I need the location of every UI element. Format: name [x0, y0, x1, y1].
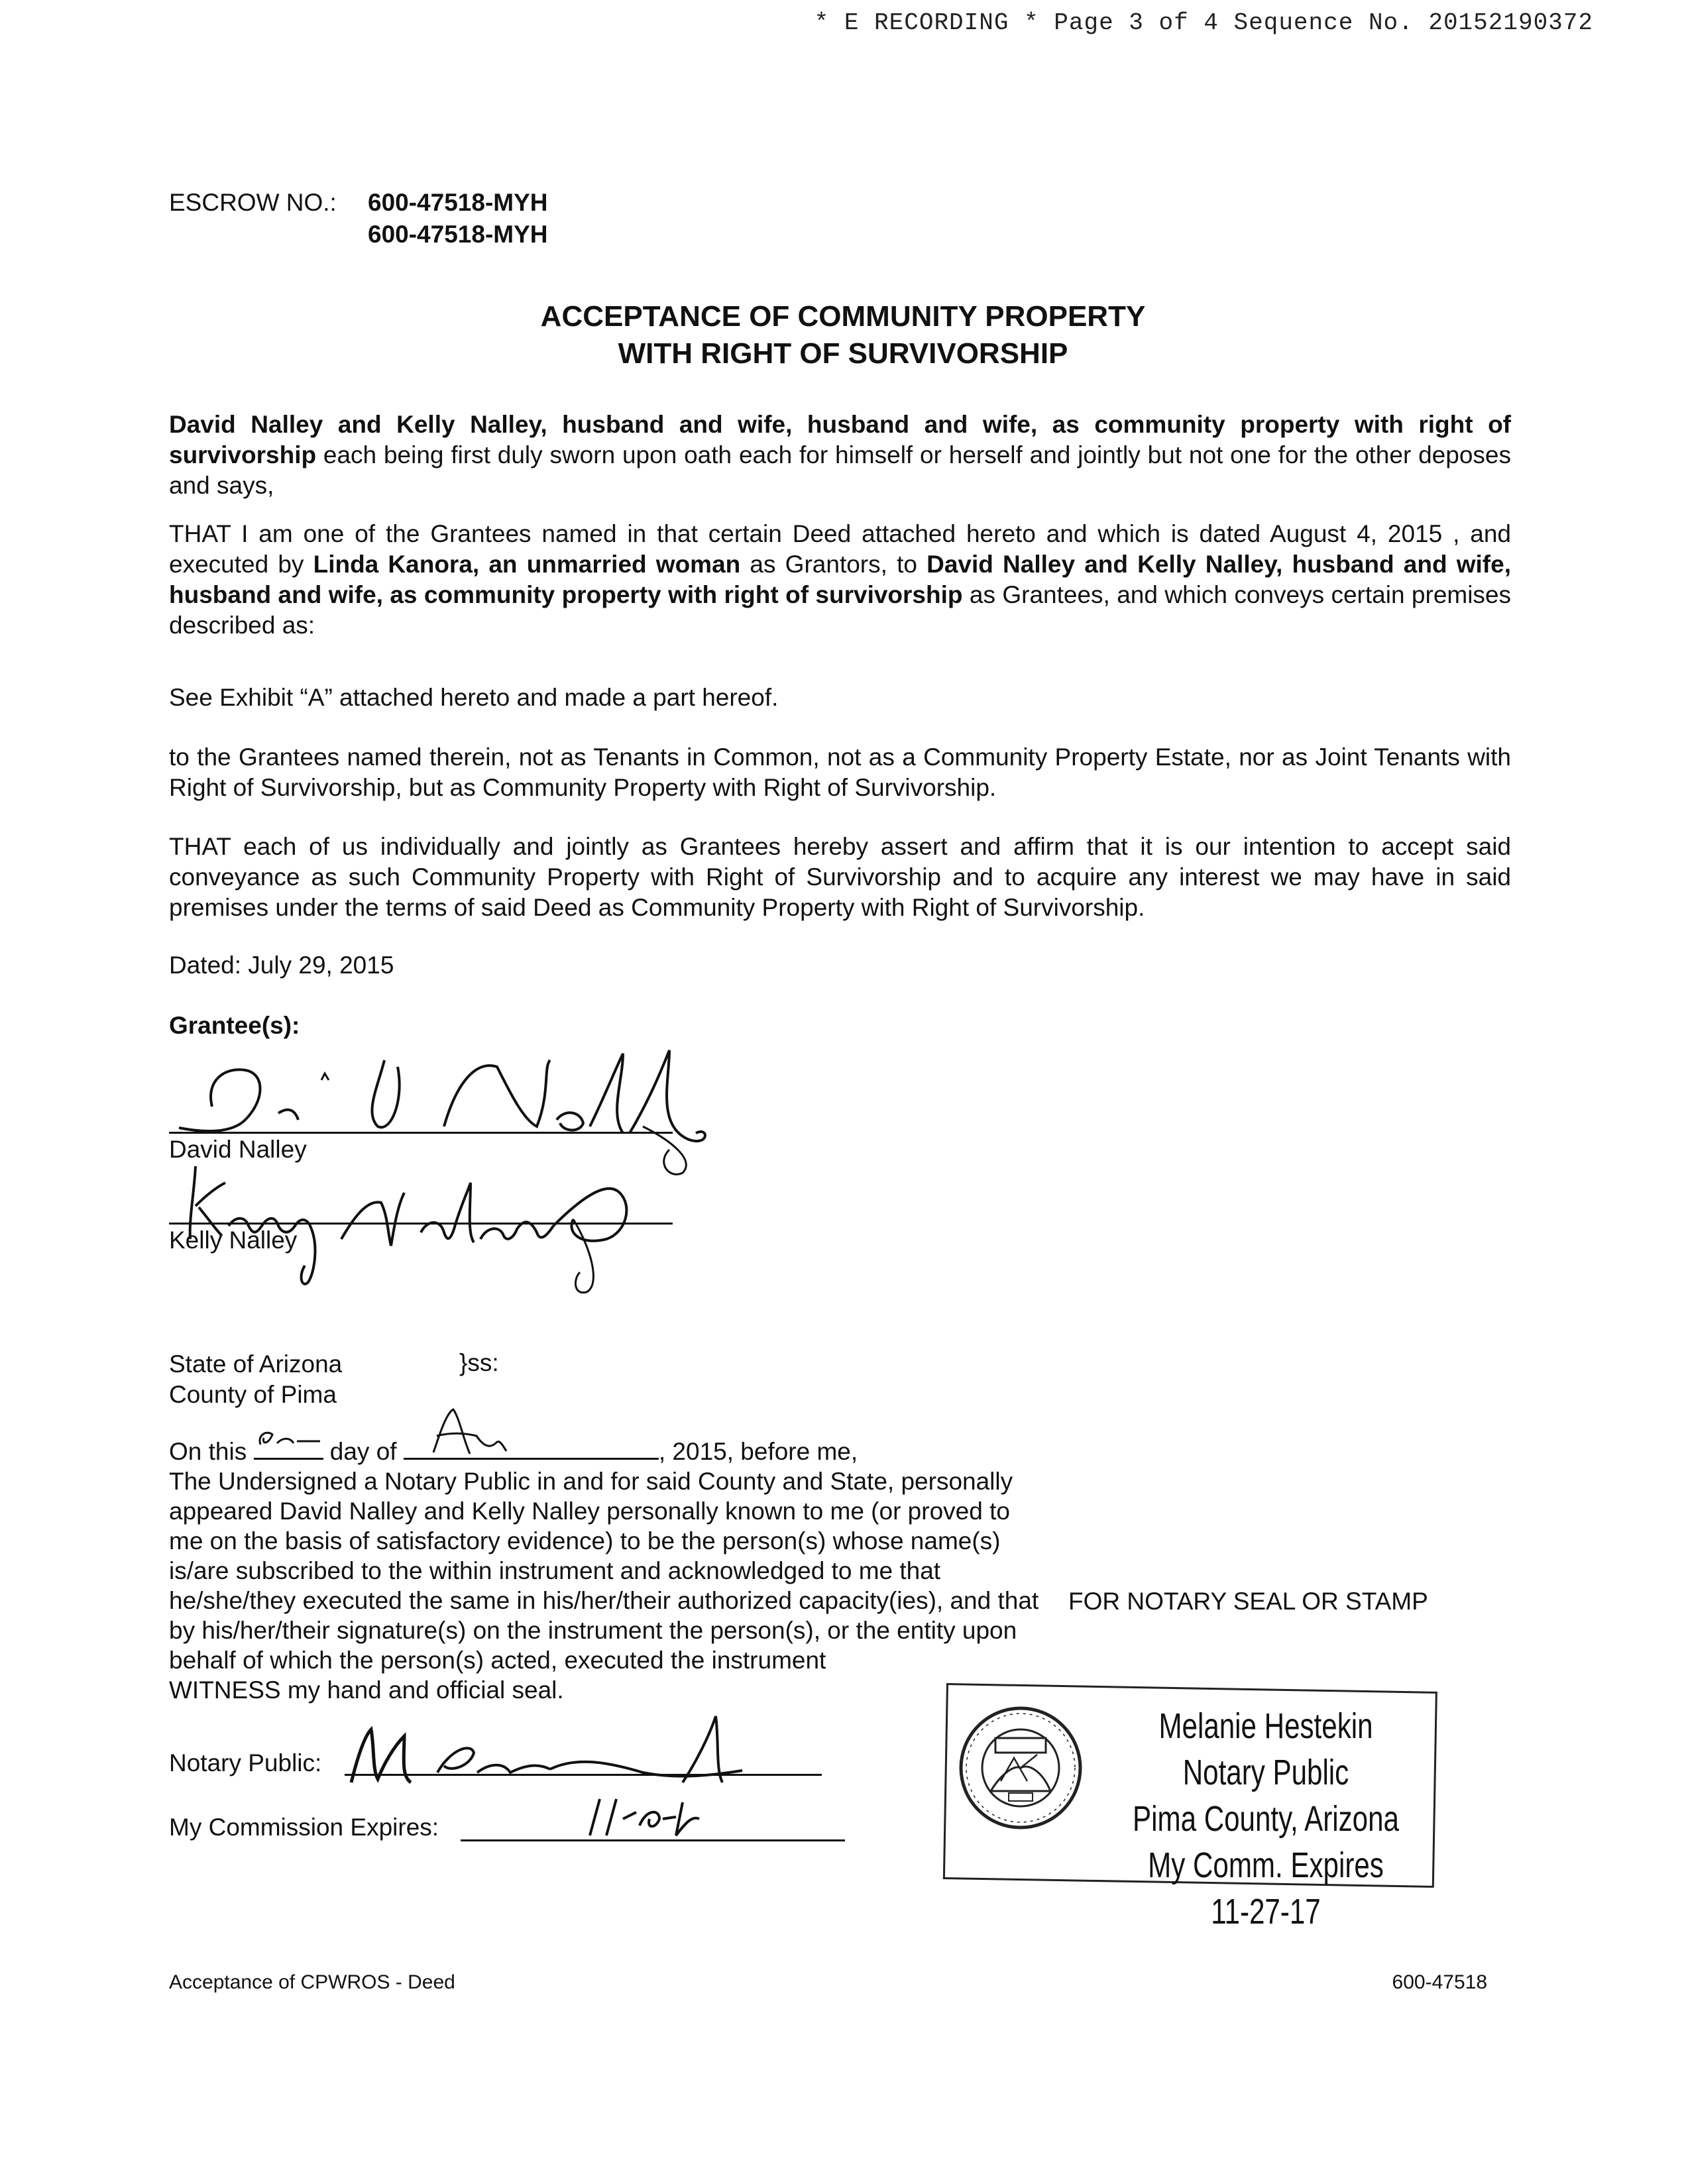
- notary-acknowledgment: [169, 1437, 1044, 1705]
- footer-document-name: Acceptance of CPWROS - Deed: [169, 1971, 455, 1993]
- venue-ss: }ss:: [459, 1349, 499, 1376]
- signer-name-2: Kelly Nalley: [169, 1227, 298, 1254]
- notary-stamp-text: [1126, 1703, 1405, 1935]
- signature-line-1: [169, 1132, 673, 1134]
- escrow-number-2: 600-47518-MYH: [368, 221, 548, 248]
- month-fill: [404, 1438, 659, 1460]
- paragraph-exhibit: See Exhibit “A” attached hereto and made a part hereof.: [169, 684, 779, 711]
- deed-text-c: as Grantees, and which conveys certain premises described as:: [169, 581, 1512, 639]
- day-fill: [254, 1438, 323, 1460]
- on-this-text: On this: [169, 1438, 254, 1465]
- venue-county: County of Pima: [169, 1381, 337, 1408]
- escrow-number-1: 600-47518-MYH: [368, 189, 548, 216]
- day-of-text: day of: [323, 1438, 404, 1465]
- document-title: [0, 298, 1686, 372]
- grantor-name: Linda Kanora, an unmarried woman: [313, 551, 741, 578]
- venue-state: State of Arizona: [169, 1350, 343, 1378]
- stamp-notary-name: Melanie Hestekin: [1158, 1706, 1373, 1746]
- paragraph-tenancy: to the Grantees named therein, not as Tenants in Common, not as a Community Property Estate, nor as Joint Tenants with Right of Survivorship, but as Community Property with Right of Survivorship.: [169, 743, 1511, 801]
- seal-placeholder-label: FOR NOTARY SEAL OR STAMP: [1068, 1588, 1428, 1615]
- year-before-text: , 2015, before me,: [658, 1438, 858, 1465]
- stamp-title: Notary Public: [1182, 1753, 1349, 1792]
- deponents-bold: David Nalley and Kelly Nalley, husband and wife, husband and wife, as community property with right of survivorship: [169, 411, 1511, 468]
- notary-witness: WITNESS my hand and official seal.: [169, 1676, 564, 1704]
- commission-expires-label: My Commission Expires:: [169, 1814, 439, 1841]
- deed-text-a: THAT I am one of the Grantees named in that certain Deed attached hereto and which is dated August 4, 2015 , and executed by: [169, 520, 1511, 578]
- grantees-names: David Nalley and Kelly Nalley, husband and wife, husband and wife, as community property with right of survivorship: [169, 551, 1511, 608]
- signer-name-1: David Nalley: [169, 1136, 307, 1163]
- stamp-expiration: My Comm. Expires 11-27-17: [1148, 1845, 1384, 1932]
- deponents-rest: each being first duly sworn upon oath each for himself or herself and jointly but not one for the other deposes and says,: [169, 441, 1511, 499]
- title-line-2: WITH RIGHT OF SURVIVORSHIP: [618, 337, 1068, 370]
- signature-line-2: [169, 1223, 673, 1225]
- commission-expires-handwriting: [577, 1789, 789, 1842]
- dated-line: Dated: July 29, 2015: [169, 952, 394, 979]
- stamp-county: Pima County, Arizona: [1133, 1799, 1399, 1839]
- venue-block: [169, 1349, 342, 1410]
- month-handwriting: [423, 1406, 556, 1459]
- kelly-nalley-signature: [169, 1153, 673, 1272]
- notary-signature: [311, 1710, 828, 1796]
- grantees-label: Grantee(s):: [169, 1012, 300, 1039]
- day-handwriting: [254, 1425, 327, 1458]
- paragraph-deponents: [169, 410, 1511, 501]
- deed-text-b: as Grantors, to: [740, 551, 927, 578]
- recording-header: * E RECORDING * Page 3 of 4 Sequence No. 20152190372: [814, 9, 1593, 36]
- state-seal-icon: [954, 1702, 1087, 1834]
- notary-public-label: Notary Public:: [169, 1749, 322, 1776]
- footer-escrow-number: 600-47518: [1392, 1971, 1487, 1993]
- notary-body: The Undersigned a Notary Public in and for said County and State, personally appeared David Nalley and Kelly Nalley personally known to me (or proved to me on the basis of satisfactory evidence) to be the person(s) whose name(s) is/are subscribed to the within instrument and acknowledged to me that he/she/they executed the same in his/her/their authorized capacity(ies), and that by his/her/their signature(s) on the instrument the person(s), or the entity upon behalf of which the person(s) acted, executed the instrument: [169, 1468, 1039, 1674]
- paragraph-affirmation: THAT each of us individually and jointly as Grantees hereby assert and affirm that it is our intention to accept said conveyance as such Community Property with Right of Survivorship and to acquire any interest we may have in said premises under the terms of said Deed as Community Property with Right of Survivorship.: [169, 833, 1511, 921]
- notary-date-line: [169, 1437, 1044, 1466]
- title-line-1: ACCEPTANCE OF COMMUNITY PROPERTY: [540, 300, 1146, 333]
- escrow-label: ESCROW NO.:: [169, 189, 337, 216]
- paragraph-deed: [169, 519, 1511, 641]
- escrow-number-block: [169, 189, 547, 217]
